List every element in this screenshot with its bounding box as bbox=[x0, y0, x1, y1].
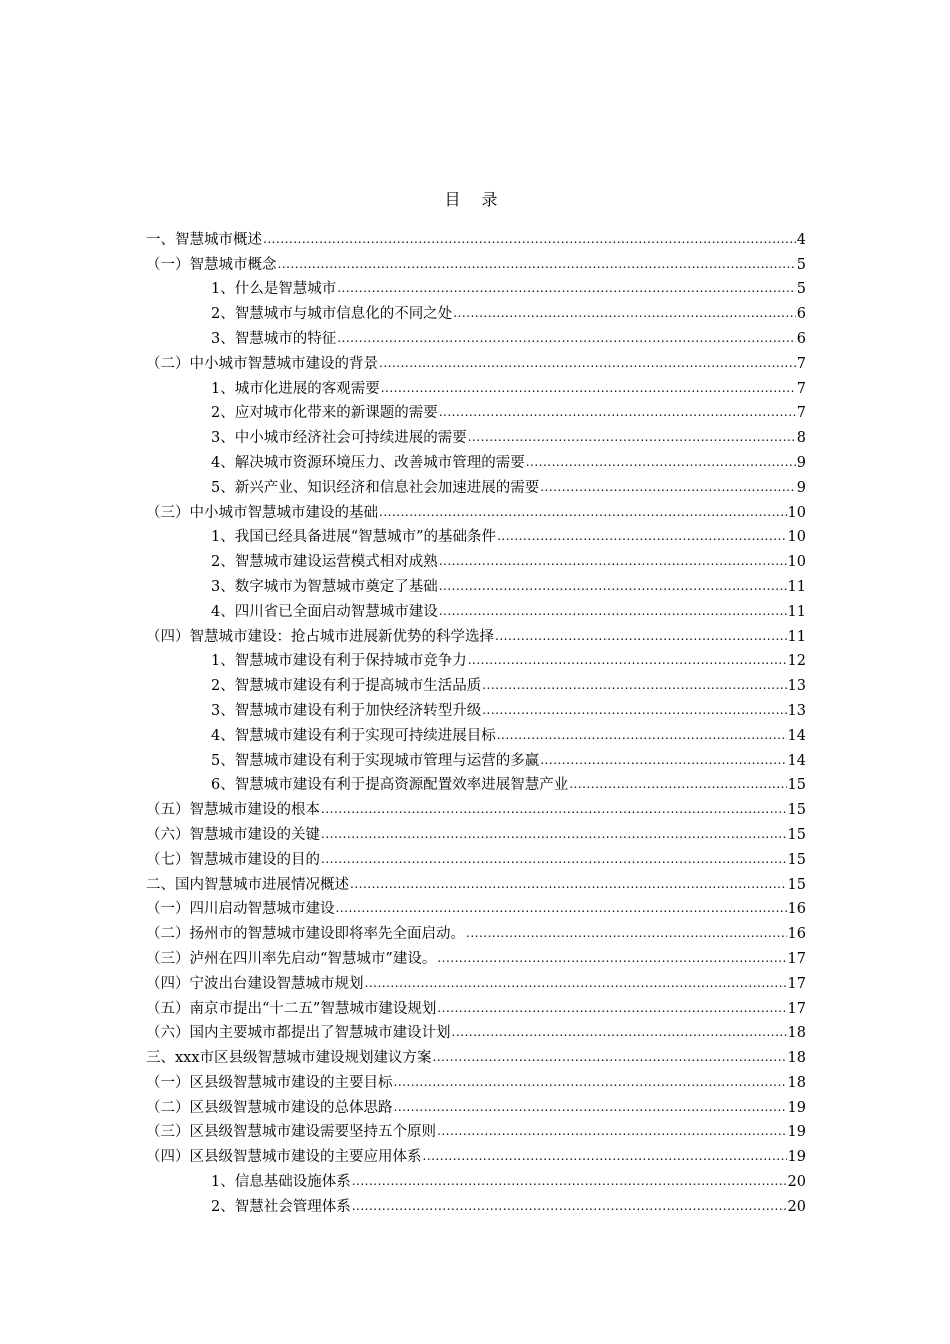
toc-entry-text: 1、城市化进展的客观需要 bbox=[211, 380, 380, 397]
toc-page-number: 9 bbox=[796, 454, 806, 471]
toc-entry-text: 一、智慧城市概述 bbox=[146, 231, 262, 248]
dot-leader bbox=[336, 900, 787, 916]
toc-entry[interactable] bbox=[146, 647, 806, 672]
toc-page-number: 12 bbox=[787, 653, 806, 670]
toc-page-number: 7 bbox=[796, 405, 806, 422]
toc-page-number: 19 bbox=[787, 1149, 806, 1166]
toc-entry-text: 二、国内智慧城市进展情况概述 bbox=[146, 876, 349, 893]
dot-leader bbox=[439, 578, 787, 594]
toc-page-number: 20 bbox=[787, 1174, 806, 1191]
toc-entry[interactable] bbox=[146, 1142, 806, 1167]
toc-entry[interactable] bbox=[146, 299, 806, 324]
toc-page-number: 15 bbox=[787, 876, 806, 893]
dot-leader bbox=[439, 603, 787, 619]
toc-page-number: 11 bbox=[787, 578, 806, 595]
dot-leader bbox=[350, 876, 787, 892]
dot-leader bbox=[379, 504, 787, 520]
dot-leader bbox=[439, 553, 787, 569]
dot-leader bbox=[482, 677, 786, 693]
dot-leader bbox=[540, 479, 796, 495]
toc-entry[interactable] bbox=[146, 622, 806, 647]
toc-page-number: 11 bbox=[787, 603, 806, 620]
toc-page-number: 13 bbox=[787, 678, 806, 695]
toc-page-number: 9 bbox=[796, 479, 806, 496]
toc-page-number: 4 bbox=[796, 231, 806, 248]
toc-page-number: 11 bbox=[787, 628, 806, 645]
dot-leader bbox=[495, 628, 787, 644]
dot-leader bbox=[365, 975, 787, 991]
toc-entry-text: （四）区县级智慧城市建设的主要应用体系 bbox=[146, 1149, 422, 1166]
toc-entry[interactable] bbox=[146, 498, 806, 523]
toc-entry-text: （五）南京市提出“十二五”智慧城市建设规划 bbox=[146, 1000, 437, 1017]
toc-page-number: 17 bbox=[787, 1000, 806, 1017]
toc-entry[interactable] bbox=[146, 820, 806, 845]
dot-leader bbox=[321, 801, 787, 817]
dot-leader bbox=[468, 652, 787, 668]
toc-entry-text: 4、解决城市资源环境压力、改善城市管理的需要 bbox=[211, 454, 525, 471]
toc-title: 目 录 bbox=[444, 190, 506, 209]
toc-entry-text: 6、智慧城市建设有利于提高资源配置效率进展智慧产业 bbox=[211, 777, 569, 794]
toc-entry-text: 1、我国已经具备进展“智慧城市”的基础条件 bbox=[211, 529, 497, 546]
toc-entry-text: 三、xxx市区县级智慧城市建设规划建议方案 bbox=[146, 1050, 432, 1067]
toc-page-number: 13 bbox=[787, 702, 806, 719]
dot-leader bbox=[437, 1123, 787, 1139]
toc-entry[interactable] bbox=[146, 473, 806, 498]
toc-entry[interactable] bbox=[146, 275, 806, 300]
toc-entry-text: 1、智慧城市建设有利于保持城市竞争力 bbox=[211, 653, 467, 670]
toc-entry-text: 5、新兴产业、知识经济和信息社会加速进展的需要 bbox=[211, 479, 540, 496]
toc-entry-text: 2、智慧城市建设有利于提高城市生活品质 bbox=[211, 678, 482, 695]
dot-leader bbox=[453, 305, 796, 321]
toc-page-number: 18 bbox=[787, 1050, 806, 1067]
dot-leader bbox=[482, 702, 786, 718]
toc-entry[interactable] bbox=[146, 845, 806, 870]
toc-page-number: 5 bbox=[796, 256, 806, 273]
dot-leader bbox=[540, 752, 786, 768]
toc-page-number: 14 bbox=[787, 752, 806, 769]
dot-leader bbox=[263, 231, 796, 247]
toc-entry[interactable] bbox=[146, 696, 806, 721]
toc-entry[interactable] bbox=[146, 547, 806, 572]
toc-entry[interactable] bbox=[146, 448, 806, 473]
toc-entry[interactable] bbox=[146, 870, 806, 895]
toc-entry-text: 3、数字城市为智慧城市奠定了基础 bbox=[211, 578, 438, 595]
toc-entry-text: （二）中小城市智慧城市建设的背景 bbox=[146, 355, 378, 372]
dot-leader bbox=[394, 1099, 787, 1115]
toc-page-number: 15 bbox=[787, 777, 806, 794]
toc-entry-text: 1、什么是智慧城市 bbox=[211, 281, 337, 298]
dot-leader bbox=[433, 1049, 787, 1065]
toc-page-number: 8 bbox=[796, 430, 806, 447]
toc-entry-text: 3、智慧城市建设有利于加快经济转型升级 bbox=[211, 702, 482, 719]
toc-entry[interactable] bbox=[146, 349, 806, 374]
toc-page-number: 20 bbox=[787, 1198, 806, 1215]
dot-leader bbox=[381, 380, 796, 396]
toc-entry-text: （三）中小城市智慧城市建设的基础 bbox=[146, 504, 378, 521]
toc-page-number: 17 bbox=[787, 975, 806, 992]
toc-entry[interactable] bbox=[146, 572, 806, 597]
toc-entry[interactable] bbox=[146, 1192, 806, 1217]
toc-entry[interactable] bbox=[146, 225, 806, 250]
toc-entry-text: （四）宁波出台建设智慧城市规划 bbox=[146, 975, 364, 992]
dot-leader bbox=[526, 454, 796, 470]
dot-leader bbox=[352, 1173, 787, 1189]
toc-entry[interactable] bbox=[146, 399, 806, 424]
toc-entry-text: （二）扬州市的智慧城市建设即将率先全面启动。 bbox=[146, 926, 465, 943]
toc-page-number: 10 bbox=[787, 529, 806, 546]
toc-entry[interactable] bbox=[146, 324, 806, 349]
toc-entry[interactable] bbox=[146, 374, 806, 399]
dot-leader bbox=[497, 528, 786, 544]
toc-entry-text: （二）区县级智慧城市建设的总体思路 bbox=[146, 1099, 393, 1116]
toc-page-number: 17 bbox=[787, 950, 806, 967]
toc-page-number: 19 bbox=[787, 1099, 806, 1116]
toc-entry-text: （七）智慧城市建设的目的 bbox=[146, 851, 320, 868]
toc-entry[interactable] bbox=[146, 1093, 806, 1118]
toc-entry-text: 3、中小城市经济社会可持续进展的需要 bbox=[211, 430, 467, 447]
dot-leader bbox=[321, 851, 787, 867]
dot-leader bbox=[437, 1000, 786, 1016]
toc-entry[interactable] bbox=[146, 250, 806, 275]
toc-page-number: 15 bbox=[787, 802, 806, 819]
toc-entry[interactable] bbox=[146, 671, 806, 696]
toc-entry-text: 4、四川省已全面启动智慧城市建设 bbox=[211, 603, 438, 620]
toc-entry[interactable] bbox=[146, 721, 806, 746]
toc-entry[interactable] bbox=[146, 1043, 806, 1068]
toc-entry[interactable] bbox=[146, 1068, 806, 1093]
toc-page-number: 10 bbox=[787, 504, 806, 521]
toc-entry-text: 2、智慧城市与城市信息化的不同之处 bbox=[211, 306, 453, 323]
dot-leader bbox=[439, 404, 796, 420]
toc-entry[interactable] bbox=[146, 771, 806, 796]
dot-leader bbox=[423, 1148, 787, 1164]
toc-entry[interactable] bbox=[146, 1019, 806, 1044]
toc-entry[interactable] bbox=[146, 597, 806, 622]
toc-entry-text: （三）区县级智慧城市建设需要坚持五个原则 bbox=[146, 1124, 436, 1141]
toc-entry[interactable] bbox=[146, 944, 806, 969]
dot-leader bbox=[569, 776, 786, 792]
toc-entry-text: （六）国内主要城市都提出了智慧城市建设计划 bbox=[146, 1025, 451, 1042]
toc-entry[interactable] bbox=[146, 919, 806, 944]
toc-entry[interactable] bbox=[146, 746, 806, 771]
toc-entry-text: 2、智慧社会管理体系 bbox=[211, 1198, 351, 1215]
toc-entry-text: 3、智慧城市的特征 bbox=[211, 330, 337, 347]
dot-leader bbox=[497, 727, 787, 743]
toc-entry-text: （五）智慧城市建设的根本 bbox=[146, 802, 320, 819]
toc-entry[interactable] bbox=[146, 895, 806, 920]
toc-page-number: 16 bbox=[787, 901, 806, 918]
dot-leader bbox=[466, 925, 787, 941]
dot-leader bbox=[437, 950, 786, 966]
toc-page-number: 15 bbox=[787, 826, 806, 843]
toc-entry-text: （四）智慧城市建设：抢占城市进展新优势的科学选择 bbox=[146, 628, 494, 645]
dot-leader bbox=[379, 355, 796, 371]
toc-page-number: 10 bbox=[787, 554, 806, 571]
dot-leader bbox=[337, 330, 796, 346]
toc-page-number: 18 bbox=[787, 1074, 806, 1091]
toc-page-number: 16 bbox=[787, 926, 806, 943]
toc-entry-text: （三）泸州在四川率先启动“智慧城市”建设。 bbox=[146, 950, 437, 967]
dot-leader bbox=[352, 1198, 787, 1214]
toc-entry[interactable] bbox=[146, 795, 806, 820]
toc-page-number: 6 bbox=[796, 330, 806, 347]
toc-entry-text: （一）智慧城市概念 bbox=[146, 256, 277, 273]
toc-entry-text: 2、智慧城市建设运营模式相对成熟 bbox=[211, 554, 438, 571]
dot-leader bbox=[337, 280, 796, 296]
toc-entry-text: 1、信息基础设施体系 bbox=[211, 1174, 351, 1191]
toc-page-number: 14 bbox=[787, 727, 806, 744]
toc-page-number: 6 bbox=[796, 306, 806, 323]
dot-leader bbox=[468, 429, 796, 445]
dot-leader bbox=[321, 826, 787, 842]
toc-entry-text: （六）智慧城市建设的关键 bbox=[146, 826, 320, 843]
toc-page-number: 7 bbox=[796, 380, 806, 397]
toc-entry-text: 2、应对城市化带来的新课题的需要 bbox=[211, 405, 438, 422]
toc-entry-text: （一）四川启动智慧城市建设 bbox=[146, 901, 335, 918]
toc-entry-text: 4、智慧城市建设有利于实现可持续进展目标 bbox=[211, 727, 496, 744]
toc-entry[interactable] bbox=[146, 1167, 806, 1192]
dot-leader bbox=[452, 1024, 787, 1040]
toc-entry[interactable] bbox=[146, 423, 806, 448]
toc-page-number: 7 bbox=[796, 355, 806, 372]
toc-entry[interactable] bbox=[146, 1118, 806, 1143]
toc-page-number: 5 bbox=[796, 281, 806, 298]
toc-page-number: 18 bbox=[787, 1025, 806, 1042]
dot-leader bbox=[394, 1074, 787, 1090]
table-of-contents bbox=[146, 225, 806, 1217]
dot-leader bbox=[278, 256, 796, 272]
toc-page-number: 19 bbox=[787, 1124, 806, 1141]
toc-entry[interactable] bbox=[146, 994, 806, 1019]
toc-entry[interactable] bbox=[146, 523, 806, 548]
toc-entry-text: 5、智慧城市建设有利于实现城市管理与运营的多赢 bbox=[211, 752, 540, 769]
toc-entry[interactable] bbox=[146, 969, 806, 994]
toc-entry-text: （一）区县级智慧城市建设的主要目标 bbox=[146, 1074, 393, 1091]
toc-page-number: 15 bbox=[787, 851, 806, 868]
